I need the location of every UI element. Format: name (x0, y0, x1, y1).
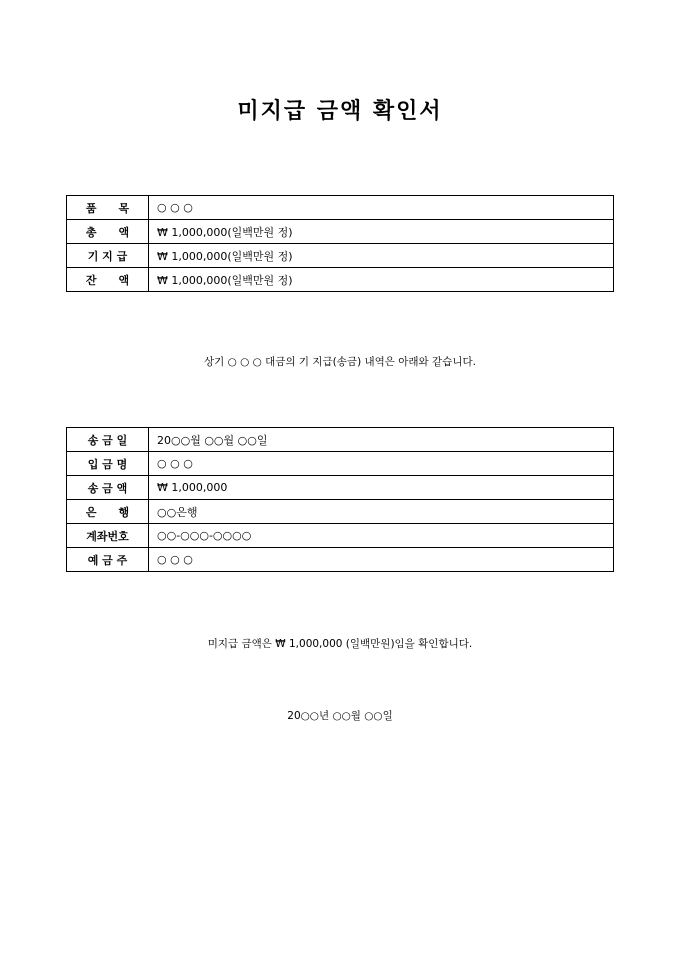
document-date: 20○○년 ○○월 ○○일 (287, 710, 393, 722)
table-row (67, 220, 614, 244)
total-amount-value: ₩ 1,000,000(일백만원 정) (149, 220, 614, 244)
payment-statement: 상기 ○ ○ ○ 대금의 기 지급(송금) 내역은 아래와 같습니다. (204, 356, 476, 368)
table-row (67, 548, 614, 572)
depositor-name-label: 입 금 명 (67, 452, 149, 476)
balance-value: ₩ 1,000,000(일백만원 정) (149, 268, 614, 292)
table-row (67, 268, 614, 292)
confirmation-statement: 미지급 금액은 ₩ 1,000,000 (일백만원)임을 확인합니다. (207, 638, 473, 650)
transfer-amount-label: 송 금 액 (67, 476, 149, 500)
account-number-value: ○○-○○○-○○○○ (149, 524, 614, 548)
table-row (67, 524, 614, 548)
transfer-details-table (66, 427, 614, 572)
account-holder-value: ○ ○ ○ (149, 548, 614, 572)
account-holder-label: 예 금 주 (67, 548, 149, 572)
table-row (67, 452, 614, 476)
item-label: 품 목 (67, 196, 149, 220)
transfer-amount-value: ₩ 1,000,000 (149, 476, 614, 500)
table-row (67, 244, 614, 268)
item-value: ○ ○ ○ (149, 196, 614, 220)
paid-amount-value: ₩ 1,000,000(일백만원 정) (149, 244, 614, 268)
table-row (67, 476, 614, 500)
bank-value: ○○은행 (149, 500, 614, 524)
transfer-date-label: 송 금 일 (67, 428, 149, 452)
table-row (67, 196, 614, 220)
paid-amount-label: 기 지 급 (67, 244, 149, 268)
depositor-name-value: ○ ○ ○ (149, 452, 614, 476)
transfer-date-value: 20○○월 ○○월 ○○일 (149, 428, 614, 452)
bank-label: 은 행 (67, 500, 149, 524)
table-row (67, 500, 614, 524)
item-amount-table (66, 195, 614, 292)
account-number-label: 계좌번호 (67, 524, 149, 548)
balance-label: 잔 액 (67, 268, 149, 292)
total-amount-label: 총 액 (67, 220, 149, 244)
table-row (67, 428, 614, 452)
document-title: 미지급 금액 확인서 (237, 99, 443, 124)
